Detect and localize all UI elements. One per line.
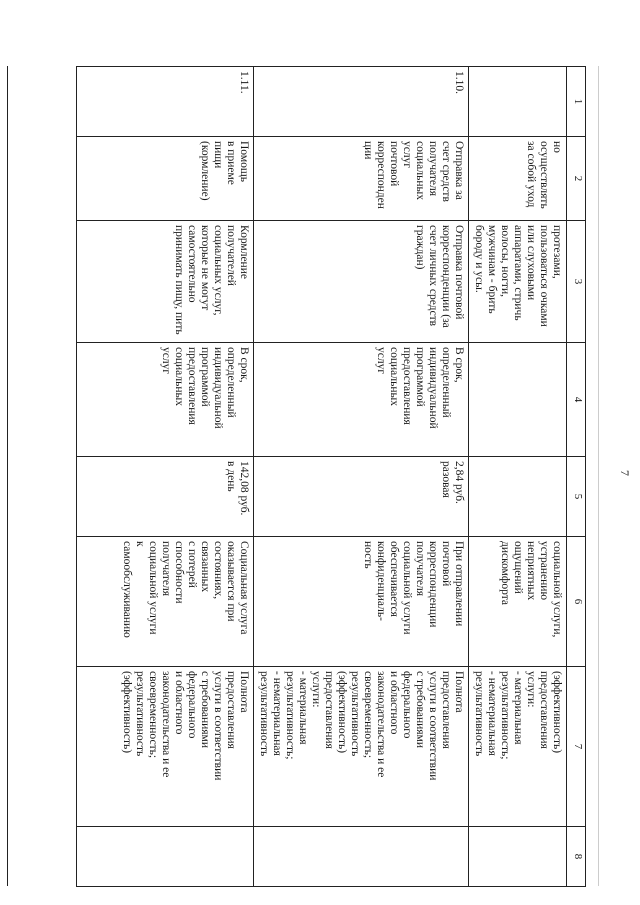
service-name: Помощь в приеме пищи (кормление) (77, 137, 254, 221)
service-term (469, 343, 567, 457)
service-cost: 2,84 руб. разовая (254, 457, 469, 537)
row-number: 1.11. (77, 67, 254, 137)
service-name: но осуществлять за собой уход (469, 137, 567, 221)
service-term: В срок, определенный индивидуальной программой предоставления социальных услуг (254, 343, 469, 457)
service-name: Отправка за счет средств получателя социальных услуг почтовой корреспонден ции (254, 137, 469, 221)
header-row (567, 67, 586, 887)
table-row (469, 67, 567, 887)
service-extra (77, 827, 254, 887)
header-cell: 6 (567, 537, 586, 667)
header-cell: 4 (567, 343, 586, 457)
header-cell: 2 (567, 137, 586, 221)
page-number: 7 (618, 470, 632, 476)
row-number: 1.10. (254, 67, 469, 137)
header-cell: 7 (567, 667, 586, 827)
service-description: Отправка почтовой корреспонденции (за счет личных средств граждан) (254, 221, 469, 343)
service-evaluation: Полнота предоставления услуги в соответствии с требованиями федерального и областного законодательства и ее своевременность; результативность (эффективность) предоставления услуги: - материальная результативность; - нематериальная результативность (254, 667, 469, 827)
service-cost (469, 457, 567, 537)
header-cell: 8 (567, 827, 586, 887)
header-cell: 1 (567, 67, 586, 137)
service-quality: Социальная услуга оказывается при состояниях, связанных с потерей способности получателя социальной услуги к самообслуживанию (77, 537, 254, 667)
service-extra (469, 827, 567, 887)
service-quality: социальной услуги, устранению неприятных ощущений дискомфорта (469, 537, 567, 667)
header-cell: 3 (567, 221, 586, 343)
service-extra (254, 827, 469, 887)
table-row (254, 67, 469, 887)
service-cost: 142,08 руб. в день (77, 457, 254, 537)
table-row (77, 67, 254, 887)
service-quality: При отправлении почтовой корреспонденции получателя социальной услуги обеспечивается конфиденциаль- ность (254, 537, 469, 667)
services-table (76, 66, 586, 887)
service-description: протезами, пользоваться очками или слуховыми аппаратами, стричь волосы, ногти, мужчинам - брить бороду и усы. (469, 221, 567, 343)
service-evaluation: Полнота предоставления услуги в соответствии с требованиями федерального и областного законодательства и ее своевременность; результативность (эффективность) (77, 667, 254, 827)
row-number (469, 67, 567, 137)
header-cell: 5 (567, 457, 586, 537)
scan-edge-bottom (7, 66, 8, 886)
scan-edge-top (598, 66, 599, 886)
service-term: В срок, определенный индивидуальной программой предоставления социальных услуг (77, 343, 254, 457)
service-description: Кормление получателей социальных услуг, которые не могут самостоятельно принимать пищу, пить (77, 221, 254, 343)
service-evaluation: (эффективность) предоставления услуги: - материальная результативность; - нематериальная результативность (469, 667, 567, 827)
